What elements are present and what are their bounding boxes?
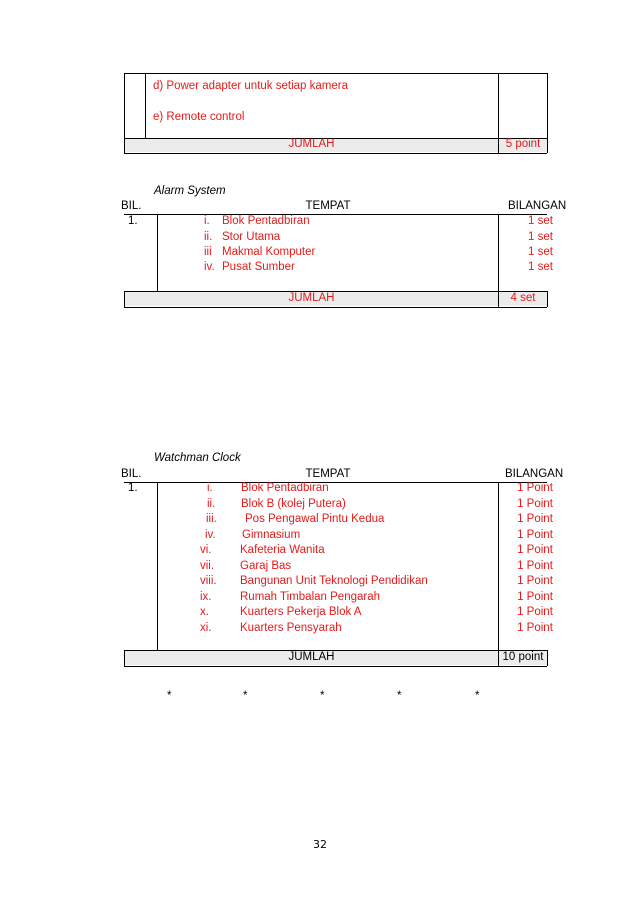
asterisk: * xyxy=(475,690,480,702)
item-place: Bangunan Unit Teknologi Pendidikan xyxy=(240,575,428,587)
header-tempat: TEMPAT xyxy=(305,200,351,212)
item-quantity: 1 set xyxy=(528,215,553,227)
section-title-alarm: Alarm System xyxy=(154,185,226,197)
item-numeral: vi. xyxy=(200,544,212,556)
list-item: d) Power adapter untuk setiap kamera xyxy=(153,80,348,92)
total-value: 4 set xyxy=(510,292,536,304)
item-numeral: vii. xyxy=(200,560,215,572)
item-numeral: x. xyxy=(200,606,209,618)
item-numeral: iii xyxy=(204,246,212,258)
item-place: Garaj Bas xyxy=(240,560,292,572)
item-numeral: i. xyxy=(204,215,210,227)
item-quantity: 1 Point xyxy=(517,513,553,525)
asterisk: * xyxy=(320,690,325,702)
row-number: 1. xyxy=(128,482,138,494)
total-value: 5 point xyxy=(505,138,541,150)
total-value: 10 point xyxy=(502,651,544,663)
item-quantity: 1 Point xyxy=(517,575,553,587)
item-place: Gimnasium xyxy=(242,529,301,541)
item-place: Pos Pengawal Pintu Kedua xyxy=(245,513,385,525)
item-quantity: 1 set xyxy=(528,246,553,258)
asterisk: * xyxy=(397,690,402,702)
header-tempat: TEMPAT xyxy=(305,468,351,480)
item-numeral: i. xyxy=(207,482,213,494)
item-place: Blok Pentadbiran xyxy=(222,215,310,227)
item-place: Kuarters Pekerja Blok A xyxy=(240,606,362,618)
item-place: Blok B (kolej Putera) xyxy=(241,498,346,510)
item-quantity: 1 Point xyxy=(517,591,553,603)
item-quantity: 1 Point xyxy=(517,606,553,618)
item-place: Kuarters Pensyarah xyxy=(240,622,342,634)
item-quantity: 1 set xyxy=(528,231,553,243)
item-quantity: 1 Point xyxy=(517,482,553,494)
item-quantity: 1 Point xyxy=(517,544,553,556)
row-number: 1. xyxy=(128,215,138,227)
item-numeral: ix. xyxy=(200,591,212,603)
list-item: e) Remote control xyxy=(153,111,245,123)
item-quantity: 1 Point xyxy=(517,529,553,541)
header-bil: BIL. xyxy=(121,200,142,212)
item-numeral: iii. xyxy=(206,513,217,525)
page-number: 32 xyxy=(313,838,327,851)
item-numeral: ii. xyxy=(204,231,213,243)
item-quantity: 1 Point xyxy=(517,622,553,634)
asterisk: * xyxy=(243,690,248,702)
item-numeral: viii. xyxy=(200,575,217,587)
total-label: JUMLAH xyxy=(288,138,335,150)
item-numeral: xi. xyxy=(200,622,212,634)
total-label: JUMLAH xyxy=(288,292,335,304)
header-bilangan: BILANGAN xyxy=(508,200,567,212)
item-numeral: ii. xyxy=(207,498,216,510)
item-place: Makmal Komputer xyxy=(222,246,316,258)
item-place: Pusat Sumber xyxy=(222,261,295,273)
asterisk: * xyxy=(167,690,172,702)
item-numeral: iv. xyxy=(205,529,216,541)
header-bil: BIL. xyxy=(121,468,142,480)
item-quantity: 1 Point xyxy=(517,498,553,510)
item-place: Rumah Timbalan Pengarah xyxy=(240,591,380,603)
item-place: Stor Utama xyxy=(222,231,281,243)
total-label: JUMLAH xyxy=(288,651,335,663)
section-title-watchman: Watchman Clock xyxy=(154,452,241,464)
item-numeral: iv. xyxy=(204,261,215,273)
header-bilangan: BILANGAN xyxy=(505,468,564,480)
item-place: Blok Pentadbiran xyxy=(241,482,329,494)
item-quantity: 1 set xyxy=(528,261,553,273)
item-quantity: 1 Point xyxy=(517,560,553,572)
item-place: Kafeteria Wanita xyxy=(240,544,325,556)
